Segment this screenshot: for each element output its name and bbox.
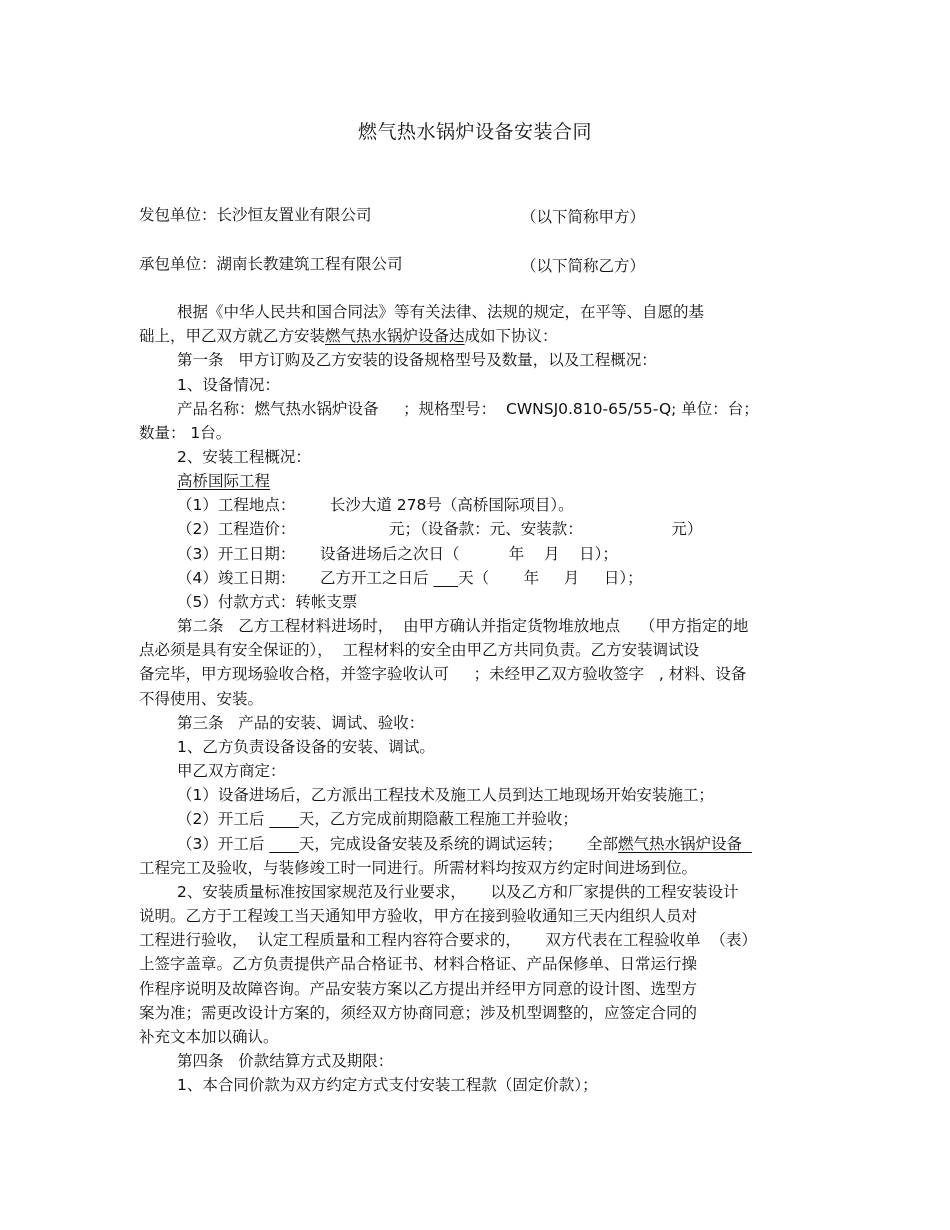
body-text: （4）竣工日期： 乙方开工之日后 xyxy=(177,569,434,587)
body-line: （2）工程造价： 元；（设备款：元、安装款： 元） xyxy=(177,520,703,538)
underlined-product: 燃气热水锅炉设备 xyxy=(618,835,752,853)
article-3-heading: 第三条 产品的安装、调试、验收： xyxy=(177,714,425,732)
body-line: 工程完工及验收，与装修竣工时一同进行。所需材料均按双方约定时间进场到位。 xyxy=(139,859,698,877)
blank-field xyxy=(269,835,299,853)
party-a: 发包单位：长沙恒友置业有限公司 xyxy=(139,206,372,224)
body-line: 不得使用、安装。 xyxy=(139,690,264,708)
body-line: 点必须是具有安全保证的）， 工程材料的安全由甲乙方共同负责。乙方安装调试设 xyxy=(139,641,700,659)
body-line: （1）设备进场后，乙方派出工程技术及施工人员到达工地现场开始安装施工； xyxy=(177,786,714,804)
body-line: 说明。乙方于工程竣工当天通知甲方验收，甲方在接到验收通知三天内组织人员对 xyxy=(139,907,698,925)
body-line: 工程进行验收， 认定工程质量和工程内容符合要求的， 双方代表在工程验收单 （表） xyxy=(139,931,757,949)
body-text: 天，完成设备安装及系统的调试运转； 全部 xyxy=(298,835,618,853)
body-line: 2、安装质量标准按国家规范及行业要求， 以及乙方和厂家提供的工程安装设计 xyxy=(177,883,739,901)
project-name: 高桥国际工程 xyxy=(177,472,271,490)
body-line: 备完毕，甲方现场验收合格，并签字验收认可 ；未经甲乙双方验收签字 , 材料、设备 xyxy=(139,665,747,683)
body-line: 上签字盖章。乙方负责提供产品合格证书、材料合格证、产品保修单、日常运行操 xyxy=(139,955,698,973)
page-title: 燃气热水锅炉设备安装合同 xyxy=(357,121,592,143)
body-text: 成如下协议： xyxy=(464,327,558,345)
body-text: 天，乙方完成前期隐蔽工程施工并验收； xyxy=(298,810,578,828)
body-text: 础上，甲乙双方就乙方安装 xyxy=(139,327,326,345)
body-line: 数量： 1台。 xyxy=(139,424,232,442)
body-line xyxy=(139,326,558,346)
body-line xyxy=(177,809,578,829)
body-line: 作程序说明及故障咨询。产品安装方案以乙方提出并经甲方同意的设计图、选型方 xyxy=(139,980,698,998)
body-line: 产品名称：燃气热水锅炉设备 ；规格型号： CWNSJ0.810-65/55-Q; 单位：台； xyxy=(177,400,759,418)
article-4-heading: 第四条 价款结算方式及期限： xyxy=(177,1052,394,1070)
body-text: （2）开工后 xyxy=(177,810,270,828)
body-text: 天（ 年 月 日）； xyxy=(458,569,643,587)
blank-field xyxy=(269,810,299,828)
body-line: 2、安装工程概况： xyxy=(177,448,311,466)
party-b-note: （以下简称乙方） xyxy=(521,257,646,275)
body-line: 甲乙双方商定： xyxy=(177,762,286,780)
body-line xyxy=(177,834,752,854)
party-a-note: （以下简称甲方） xyxy=(521,208,646,226)
body-line: 案为准；需更改设计方案的，须经双方协商同意；涉及机型调整的，应签定合同的 xyxy=(139,1004,698,1022)
underlined-product: 燃气热水锅炉设备达 xyxy=(325,327,465,345)
body-line: 1、乙方负责设备设备的安装、调试。 xyxy=(177,738,435,756)
blank-field xyxy=(433,569,458,587)
article-1-heading: 第一条 甲方订购及乙方安装的设备规格型号及数量，以及工程概况： xyxy=(177,351,657,369)
body-line: 根据《中华人民共和国合同法》等有关法律、法规的规定，在平等、自愿的基 xyxy=(177,303,705,321)
body-line xyxy=(177,568,643,588)
body-line: 补充文本加以确认。 xyxy=(139,1028,279,1046)
body-line: （1）工程地点： 长沙大道 278号（高桥国际项目）。 xyxy=(177,496,574,514)
party-b: 承包单位：湖南长教建筑工程有限公司 xyxy=(139,255,403,273)
body-line: 1、本合同价款为双方约定方式支付安装工程款（固定价款）； xyxy=(177,1076,598,1094)
article-2-heading: 第二条 乙方工程材料进场时， 由甲方确认并指定货物堆放地点 （甲方指定的地 xyxy=(177,617,749,635)
body-line: 1、设备情况： xyxy=(177,376,280,394)
body-text: （3）开工后 xyxy=(177,835,270,853)
body-line: （5）付款方式：转帐支票 xyxy=(177,593,358,611)
body-line: （3）开工日期： 设备进场后之次日（ 年 月 日）； xyxy=(177,545,618,563)
